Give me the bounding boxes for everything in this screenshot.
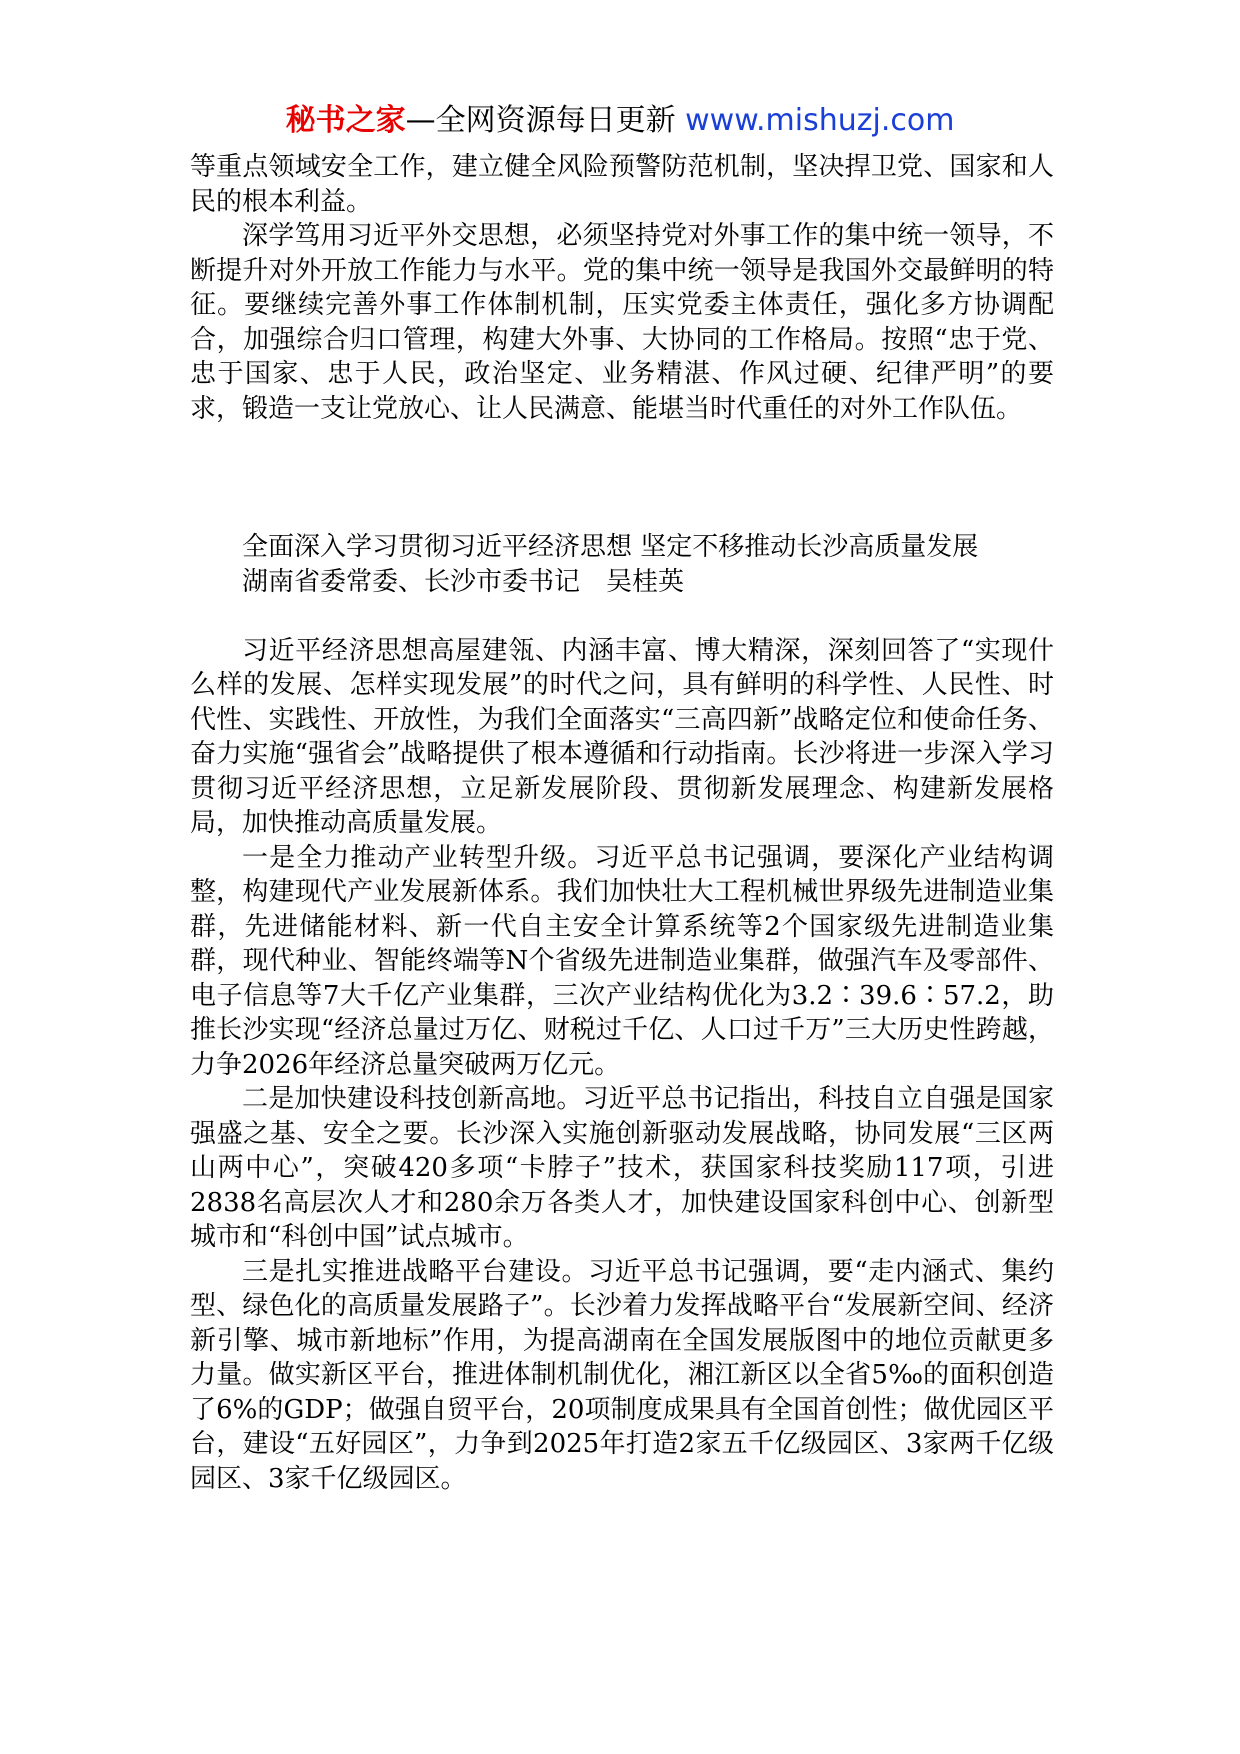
site-url-link[interactable]: www.mishuzj.com bbox=[685, 103, 955, 138]
site-brand: 秘书之家 bbox=[285, 103, 406, 138]
foreign-affairs-paragraph: 深学笃用习近平外交思想，必须坚持党对外事工作的集中统一领导，不断提升对外开放工作能力与水平。党的集中统一领导是我国外交最鲜明的特征。要继续完善外事工作体制机制，压实党委主体责任，强化多方协调配合，加强综合归口管理，构建大外事、大协同的工作格局。按照“忠于党、忠于国家、忠于人民，政治坚定、业务精湛、作风过硬、纪律严明”的要求，锻造一支让党放心、让人民满意、能堪当时代重任的对外工作队伍。 bbox=[190, 221, 1054, 424]
article-author: 湖南省委常委、长沙市委书记 吴桂英 bbox=[242, 566, 685, 597]
article-paragraph: 一是全力推动产业转型升级。习近平总书记强调，要深化产业结构调整，构建现代产业发展新体系。我们加快壮大工程机械世界级先进制造业集群，先进储能材料、新一代自主安全计算系统等2个国家级先进制造业集群，现代种业、智能终端等N个省级先进制造业集群，做强汽车及零部件、电子信息等7大千亿产业集群，三次产业结构优化为3.2∶39.6∶57.2，助推长沙实现“经济总量过万亿、财税过千亿、人口过千万”三大历史性跨越，力争2026年经济总量突破两万亿元。 bbox=[190, 842, 1054, 1080]
document-body bbox=[190, 150, 1054, 1496]
article-paragraph: 二是加快建设科技创新高地。习近平总书记指出，科技自立自强是国家强盛之基、安全之要。长沙深入实施创新驱动发展战略，协同发展“三区两山两中心”，突破420多项“卡脖子”技术，获国家科技奖励117项，引进2838名高层次人才和280余万各类人才，加快建设国家科创中心、创新型城市和“科创中国”试点城市。 bbox=[190, 1084, 1054, 1252]
site-tagline: —全网资源每日更新 bbox=[405, 103, 686, 138]
site-header-banner bbox=[0, 98, 1240, 144]
article-paragraph: 三是扎实推进战略平台建设。习近平总书记强调，要“走内涵式、集约型、绿色化的高质量发展路子”。长沙着力发挥战略平台“发展新空间、经济新引擎、城市新地标”作用，为提高湖南在全国发展版图中的地位贡献更多力量。做实新区平台，推进体制机制优化，湘江新区以全省5‰的面积创造了6%的GDP；做强自贸平台，20项制度成果具有全国首创性；做优园区平台，建设“五好园区”，力争到2025年打造2家五千亿级园区、3家两千亿级园区、3家千亿级园区。 bbox=[190, 1256, 1054, 1494]
article-title: 全面深入学习贯彻习近平经济思想 坚定不移推动长沙高质量发展 bbox=[242, 532, 979, 562]
section-spacer bbox=[190, 426, 1054, 530]
article-paragraph: 习近平经济思想高屋建瓴、内涵丰富、博大精深，深刻回答了“实现什么样的发展、怎样实现发展”的时代之问，具有鲜明的科学性、人民性、时代性、实践性、开放性，为我们全面落实“三高四新”战略定位和使命任务、奋力实施“强省会”战略提供了根本遵循和行动指南。长沙将进一步深入学习贯彻习近平经济思想，立足新发展阶段、贯彻新发展理念、构建新发展格局，加快推动高质量发展。 bbox=[190, 635, 1054, 838]
continuation-paragraph: 等重点领域安全工作，建立健全风险预警防范机制，坚决捍卫党、国家和人民的根本利益。 bbox=[190, 152, 1054, 217]
author-spacer bbox=[190, 599, 1054, 634]
